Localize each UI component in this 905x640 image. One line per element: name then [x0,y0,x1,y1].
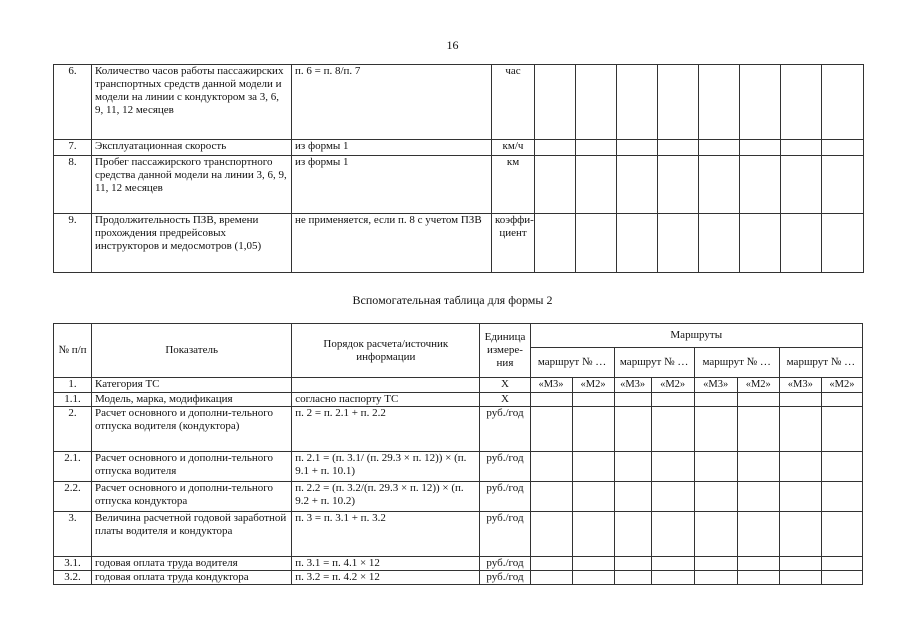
route-cell [737,557,779,571]
row-number: 8. [54,156,92,214]
route-cell [737,452,779,482]
category-cell: «М2» [651,378,694,393]
route-header: маршрут № … [779,348,862,378]
category-cell: «М3» [694,378,737,393]
indicator-cell: Продолжительность ПЗВ, времени прохождения предрейсовых инструкторов и медосмотров (1,05) [92,214,292,273]
route-cell [572,571,614,585]
indicator-cell: Расчет основного и дополни-тельного отпуска кондуктора [92,482,292,512]
route-cell [740,214,781,273]
indicator-cell: Категория ТС [92,378,292,393]
calc-cell: п. 3 = п. 3.1 + п. 3.2 [292,512,480,557]
route-cell [822,214,864,273]
route-cell [779,512,821,557]
unit-cell: час [492,65,535,140]
route-cell [614,393,651,407]
route-cell [740,156,781,214]
category-cell: «М2» [737,378,779,393]
unit-cell: руб./год [480,482,530,512]
indicator-cell: годовая оплата труда водителя [92,557,292,571]
row-number: 9. [54,214,92,273]
route-cell [821,393,862,407]
category-cell: «М3» [530,378,572,393]
route-cell [658,156,699,214]
page-number: 16 [446,38,459,52]
route-cell [572,407,614,452]
category-cell: «М2» [821,378,862,393]
category-cell: «М3» [779,378,821,393]
row-number: 2.1. [54,452,92,482]
route-cell [779,393,821,407]
route-cell [576,140,617,156]
row-number: 2.2. [54,482,92,512]
route-cell [779,482,821,512]
route-cell [576,65,617,140]
column-header-number: № п/п [54,324,92,378]
table-row [54,452,863,482]
route-cell [614,452,651,482]
route-cell [651,452,694,482]
route-cell [617,65,658,140]
indicator-cell: Модель, марка, модификация [92,393,292,407]
unit-cell: км [492,156,535,214]
route-cell [572,557,614,571]
row-number: 3.2. [54,571,92,585]
route-cell [658,65,699,140]
calc-cell: п. 3.2 = п. 4.2 × 12 [292,571,480,585]
unit-cell: руб./год [480,571,530,585]
unit-cell: руб./год [480,557,530,571]
route-cell [651,407,694,452]
indicator-cell: Величина расчетной годовой заработной платы водителя и кондуктора [92,512,292,557]
column-header-routes: Маршруты [530,324,863,348]
route-cell [572,482,614,512]
route-cell [781,214,822,273]
table-row [54,65,864,140]
route-cell [614,512,651,557]
row-number: 1. [54,378,92,393]
category-cell: «М3» [614,378,651,393]
route-cell [821,512,862,557]
route-cell [535,214,576,273]
route-cell [617,214,658,273]
route-cell [821,407,862,452]
route-cell [740,140,781,156]
route-cell [530,557,572,571]
table-row [54,156,864,214]
calc-cell [292,378,480,393]
indicator-cell: годовая оплата труда кондуктора [92,571,292,585]
calc-cell: согласно паспорту ТС [292,393,480,407]
unit-cell: X [480,393,530,407]
unit-cell: руб./год [480,452,530,482]
column-header-calc: Порядок расчета/источник информации [292,324,480,378]
route-cell [572,512,614,557]
route-cell [651,482,694,512]
route-cell [694,393,737,407]
unit-cell: руб./год [480,407,530,452]
table-row [54,512,863,557]
row-number: 3.1. [54,557,92,571]
route-cell [779,407,821,452]
calc-cell: из формы 1 [292,156,492,214]
unit-cell: км/ч [492,140,535,156]
row-number: 7. [54,140,92,156]
calc-cell: п. 2.2 = (п. 3.2/(п. 29.3 × п. 12)) × (п. 9.2 + п. 10.2) [292,482,480,512]
route-cell [737,393,779,407]
header-row [54,324,863,348]
route-cell [530,407,572,452]
route-cell [821,557,862,571]
route-cell [617,140,658,156]
route-cell [617,156,658,214]
route-cell [535,140,576,156]
route-cell [535,65,576,140]
route-cell [614,407,651,452]
calc-cell: не применяется, если п. 8 с учетом ПЗВ [292,214,492,273]
route-cell [737,512,779,557]
table-row [54,393,863,407]
route-cell [779,452,821,482]
route-cell [781,156,822,214]
route-cell [530,452,572,482]
route-cell [694,557,737,571]
route-header: маршрут № … [694,348,779,378]
route-cell [781,65,822,140]
category-cell: «М2» [572,378,614,393]
table-row [54,214,864,273]
row-number: 3. [54,512,92,557]
route-cell [614,571,651,585]
indicator-cell: Количество часов работы пассажирских транспортных средств данной модели и модели на линии с кондуктором за 3, 6, 9, 11, 12 месяцев [92,65,292,140]
route-cell [651,571,694,585]
row-number: 2. [54,407,92,452]
unit-cell: руб./год [480,512,530,557]
table-row [54,557,863,571]
route-cell [651,512,694,557]
route-cell [535,156,576,214]
route-cell [781,140,822,156]
route-cell [737,407,779,452]
route-cell [614,482,651,512]
indicator-cell: Расчет основного и дополни-тельного отпуска водителя (кондуктора) [92,407,292,452]
route-cell [821,452,862,482]
route-cell [737,482,779,512]
route-cell [822,140,864,156]
table-row [54,482,863,512]
auxiliary-table-form-2 [53,323,863,585]
calc-cell: п. 3.1 = п. 4.1 × 12 [292,557,480,571]
route-cell [694,407,737,452]
table-row [54,378,863,393]
table-row [54,407,863,452]
calc-cell: п. 2 = п. 2.1 + п. 2.2 [292,407,480,452]
column-header-unit: Единица измере-ния [480,324,530,378]
route-cell [699,65,740,140]
route-cell [651,557,694,571]
route-cell [576,214,617,273]
route-cell [822,65,864,140]
form-table-continuation [53,64,864,273]
route-cell [658,140,699,156]
route-cell [821,482,862,512]
column-header-indicator: Показатель [92,324,292,378]
route-cell [530,393,572,407]
route-cell [530,512,572,557]
route-cell [822,156,864,214]
route-cell [530,482,572,512]
route-cell [694,571,737,585]
calc-cell: п. 2.1 = (п. 3.1/ (п. 29.3 × п. 12)) × (п. 9.1 + п. 10.1) [292,452,480,482]
row-number: 6. [54,65,92,140]
route-cell [576,156,617,214]
indicator-cell: Расчет основного и дополни-тельного отпуска водителя [92,452,292,482]
calc-cell: п. 6 = п. 8/п. 7 [292,65,492,140]
route-cell [694,482,737,512]
route-cell [779,571,821,585]
table-row [54,571,863,585]
route-header: маршрут № … [614,348,694,378]
unit-cell: коэффи- циент [492,214,535,273]
row-number: 1.1. [54,393,92,407]
route-cell [779,557,821,571]
route-cell [614,557,651,571]
indicator-cell: Пробег пассажирского транспортного средства данной модели на линии 3, 6, 9, 11, 12 месяцев [92,156,292,214]
route-cell [740,65,781,140]
route-cell [699,140,740,156]
route-cell [658,214,699,273]
route-cell [651,393,694,407]
calc-cell: из формы 1 [292,140,492,156]
route-cell [737,571,779,585]
route-cell [572,393,614,407]
route-cell [821,571,862,585]
route-cell [694,452,737,482]
route-cell [572,452,614,482]
route-cell [699,156,740,214]
route-cell [699,214,740,273]
route-cell [530,571,572,585]
unit-cell: X [480,378,530,393]
route-header: маршрут № … [530,348,614,378]
route-cell [694,512,737,557]
table-row [54,140,864,156]
table-caption: Вспомогательная таблица для формы 2 [352,293,553,307]
indicator-cell: Эксплуатационная скорость [92,140,292,156]
